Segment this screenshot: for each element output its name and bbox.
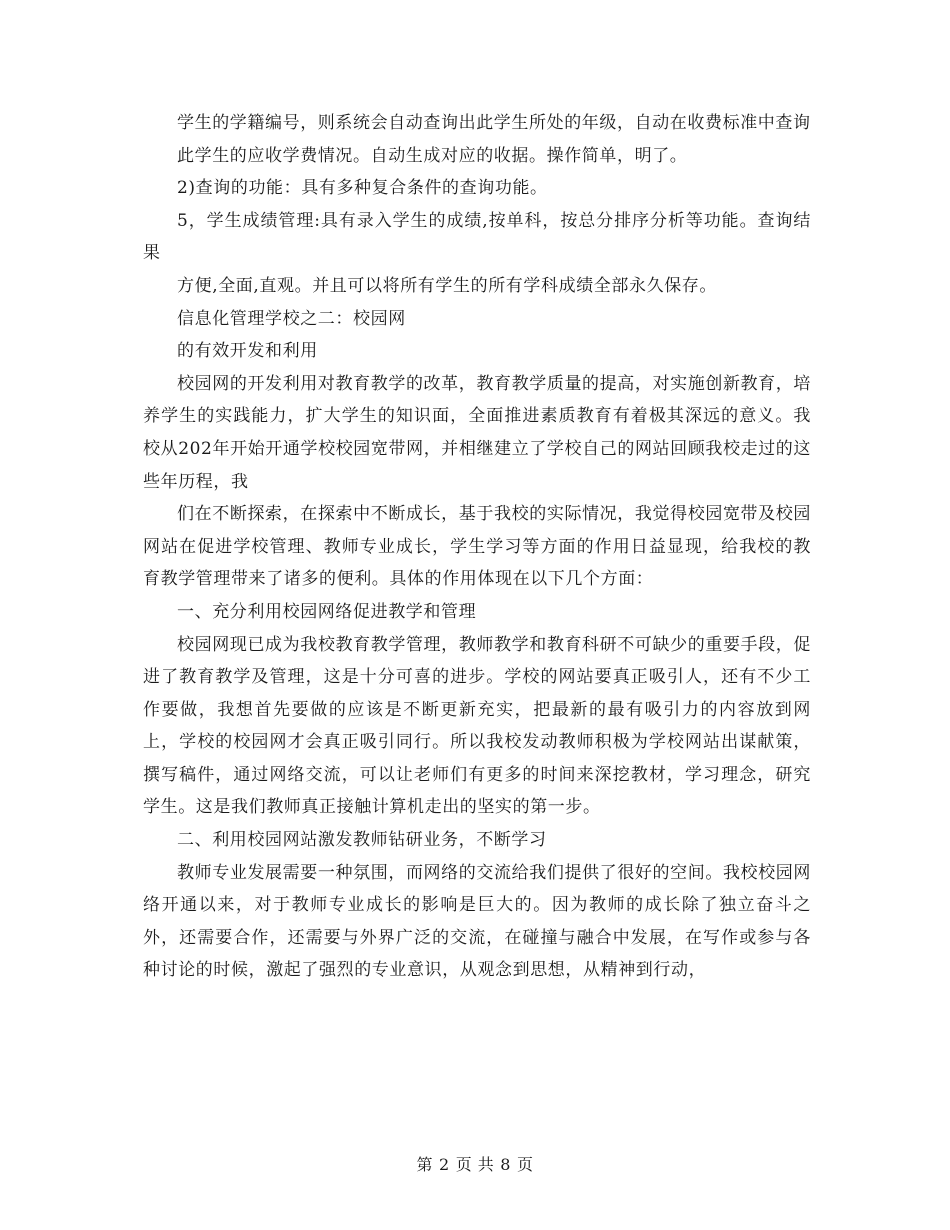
page-footer <box>0 1152 950 1175</box>
footer-current-page: 2 <box>439 1155 450 1174</box>
paragraph: 5，学生成绩管理:具有录入学生的成绩,按单科，按总分排序分析等功能。查询结果 <box>143 210 811 264</box>
section-heading: 信息化管理学校之二：校园网 <box>177 308 406 329</box>
paragraph: 2)查询的功能：具有多种复合条件的查询功能。 <box>177 178 548 199</box>
footer-total-pages: 8 <box>500 1155 511 1174</box>
paragraph: 教师专业发展需要一种氛围，而网络的交流给我们提供了很好的空间。我校校园网络开通以来，对于教师专业成长的影响是巨大的。因为教师的成长除了独立奋斗之外，还需要合作，还需要与外界广泛的交流，在碰撞与融合中发展，在写作或参与各种讨论的时候，激起了强烈的专业意识，从观念到思想，从精神到行动， <box>143 862 811 981</box>
document-body <box>143 107 811 987</box>
paragraph: 此学生的应收学费情况。自动生成对应的收据。操作简单，明了。 <box>177 145 688 166</box>
footer-prefix: 第 <box>416 1155 434 1174</box>
paragraph: 们在不断探索，在探索中不断成长，基于我校的实际情况，我觉得校园宽带及校园网站在促进学校管理、教师专业成长，学生学习等方面的作用日益显现，给我校的教育教学管理带来了诸多的便利。具体的作用体现在以下几个方面： <box>143 504 811 590</box>
section-heading: 的有效开发和利用 <box>177 341 318 362</box>
footer-middle: 页 共 <box>455 1155 495 1174</box>
footer-suffix: 页 <box>516 1155 534 1174</box>
section-heading: 一、充分利用校园网络促进教学和管理 <box>177 601 477 622</box>
paragraph: 方便,全面,直观。并且可以将所有学生的所有学科成绩全部永久保存。 <box>177 275 718 296</box>
paragraph: 校园网的开发利用对教育教学的改革，教育教学质量的提高，对实施创新教育，培养学生的实践能力，扩大学生的知识面，全面推进素质教育有着极其深远的意义。我校从202年开始开通学校校园宽带网，并相继建立了学校自己的网站回顾我校走过的这些年历程，我 <box>143 373 811 492</box>
paragraph: 校园网现已成为我校教育教学管理，教师教学和教育科研不可缺少的重要手段，促进了教育教学及管理，这是十分可喜的进步。学校的网站要真正吸引人，还有不少工作要做，我想首先要做的应该是不断更新充实，把最新的最有吸引力的内容放到网上，学校的校园网才会真正吸引同行。所以我校发动教师积极为学校网站出谋献策，撰写稿件，通过网络交流，可以让老师们有更多的时间来深挖教材，学习理念，研究学生。这是我们教师真正接触计算机走出的坚实的第一步。 <box>143 634 811 818</box>
section-heading: 二、利用校园网站激发教师钻研业务，不断学习 <box>177 830 547 851</box>
paragraph: 学生的学籍编号，则系统会自动查询出此学生所处的年级，自动在收费标准中查询 <box>177 113 811 133</box>
